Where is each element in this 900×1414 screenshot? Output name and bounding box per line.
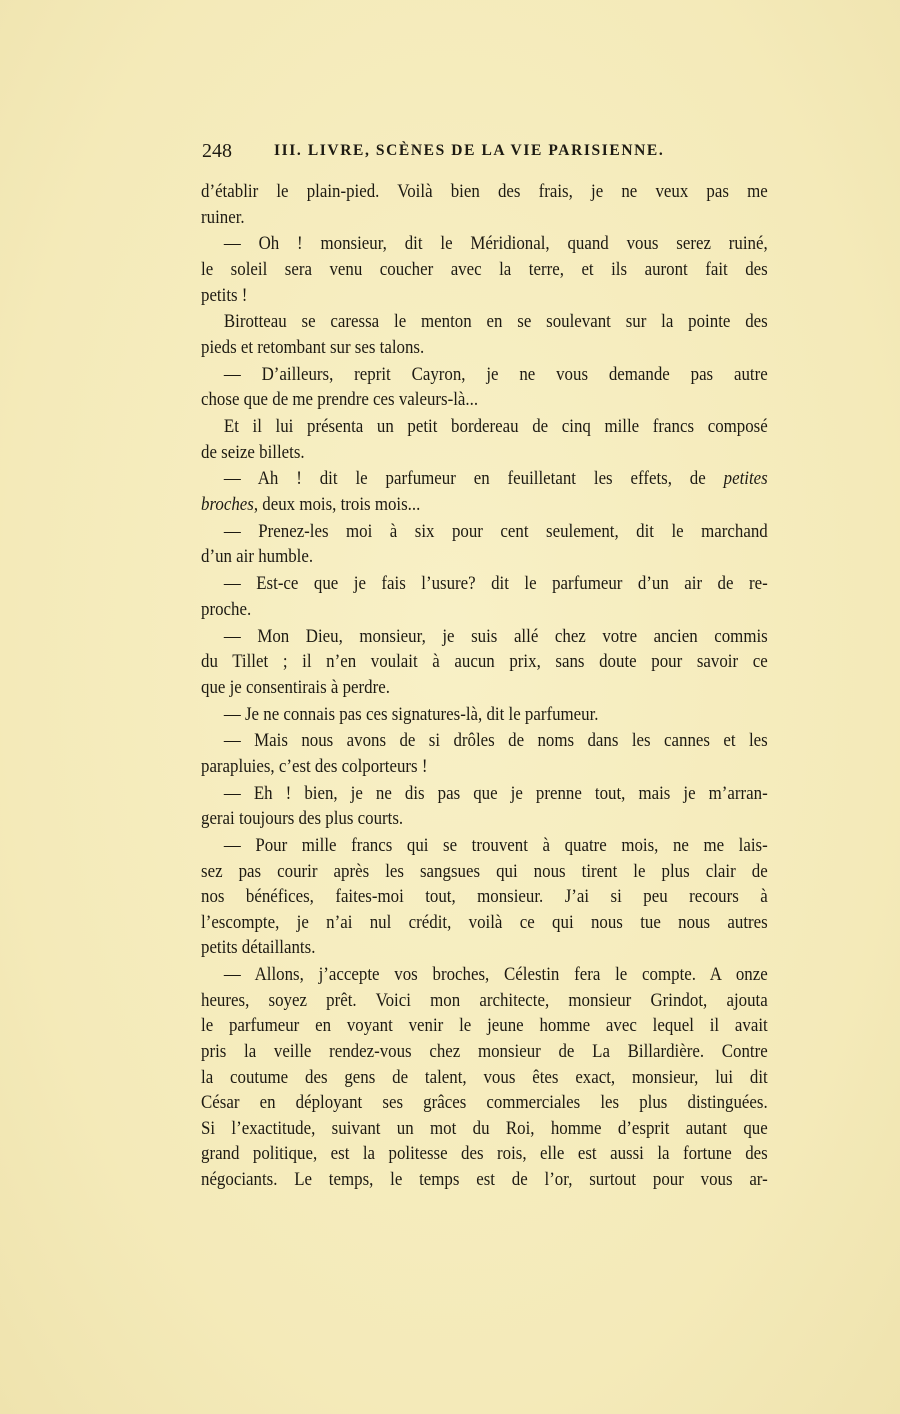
text-line: le parfumeur en voyant venir le jeune homme avec lequel il avait <box>201 1015 768 1037</box>
text-line: petits ! <box>201 284 248 306</box>
text-line: heures, soyez prêt. Voici mon architecte, monsieur Grindot, ajouta <box>201 989 768 1011</box>
text-line: — Prenez-les moi à six pour cent seulement, dit le marchand <box>223 520 768 542</box>
text-line: — Mais nous avons de si drôles de noms dans les cannes et les <box>223 730 768 752</box>
paragraph <box>201 962 768 1192</box>
text-line: de seize billets. <box>201 441 305 463</box>
text-line: que je consentirais à perdre. <box>201 676 390 698</box>
paragraph <box>201 466 768 517</box>
text-line: petits détaillants. <box>201 937 316 959</box>
text-line: César en déployant ses grâces commerciales les plus distinguées. <box>201 1092 768 1114</box>
text-line: d’un air humble. <box>201 546 314 568</box>
text-line: l’escompte, je n’ai nul crédit, voilà ce qui nous tue nous autres <box>201 911 768 933</box>
text-line: parapluies, c’est des colporteurs ! <box>201 755 428 777</box>
text-line: — Ah ! dit le parfumeur en feuilletant les effets, de petites <box>223 468 768 490</box>
paragraph <box>201 781 768 832</box>
paragraph <box>201 519 768 570</box>
text-line: nos bénéfices, faites-moi tout, monsieur. J’ai si peu recours à <box>201 886 768 908</box>
text-line: — Eh ! bien, je ne dis pas que je prenne tout, mais je m’arran- <box>223 782 768 804</box>
text-line: — Pour mille francs qui se trouvent à quatre mois, ne me lais- <box>223 835 768 857</box>
text-line: Si l’exactitude, suivant un mot du Roi, homme d’esprit autant que <box>201 1117 768 1139</box>
text-line: d’établir le plain-pied. Voilà bien des frais, je ne veux pas me <box>201 181 768 202</box>
text-line: proche. <box>201 598 252 620</box>
body-text <box>201 179 768 1194</box>
paragraph <box>201 702 768 728</box>
paragraph <box>201 728 768 779</box>
paragraph <box>201 362 768 413</box>
text-line: du Tillet ; il n’en voulait à aucun prix, sans doute pour savoir ce <box>201 651 768 673</box>
text-line: négociants. Le temps, le temps est de l’or, surtout pour vous ar- <box>201 1169 768 1190</box>
text-line: — Je ne connais pas ces signatures-là, dit le parfumeur. <box>223 703 599 725</box>
text-line: Birotteau se caressa le menton en se soulevant sur la pointe des <box>223 311 768 333</box>
text-line: pris la veille rendez-vous chez monsieur de La Billardière. Contre <box>201 1041 768 1063</box>
text-line: sez pas courir après les sangsues qui nous tirent le plus clair de <box>201 860 768 882</box>
paragraph <box>201 179 768 230</box>
text-line: — Est-ce que je fais l’usure? dit le parfumeur d’un air de re- <box>223 573 768 595</box>
text-line: gerai toujours des plus courts. <box>201 808 404 830</box>
paragraph <box>201 571 768 622</box>
paragraph <box>201 833 768 961</box>
paragraph <box>201 414 768 465</box>
page-header <box>200 140 770 166</box>
text-line: ruiner. <box>201 206 245 228</box>
text-line: — Allons, j’accepte vos broches, Célestin fera le compte. A onze <box>223 964 768 986</box>
paragraph <box>201 309 768 360</box>
text-line: — Oh ! monsieur, dit le Méridional, quand vous serez ruiné, <box>223 233 768 255</box>
text-line: — Mon Dieu, monsieur, je suis allé chez votre ancien commis <box>223 625 768 647</box>
paragraph <box>201 231 768 308</box>
running-title: III. LIVRE, SCÈNES DE LA VIE PARISIENNE. <box>274 142 665 159</box>
page-number: 248 <box>202 140 232 162</box>
text-line: la coutume des gens de talent, vous êtes exact, monsieur, lui dit <box>201 1066 768 1088</box>
text-line: le soleil sera venu coucher avec la terre, et ils auront fait des <box>201 258 768 280</box>
text-line: Et il lui présenta un petit bordereau de cinq mille francs composé <box>223 416 768 438</box>
text-line: pieds et retombant sur ses talons. <box>201 336 425 358</box>
text-line: grand politique, est la politesse des rois, elle est aussi la fortune des <box>201 1143 768 1165</box>
text-line: chose que de me prendre ces valeurs-là... <box>201 389 479 411</box>
paragraph <box>201 624 768 701</box>
text-line: broches, deux mois, trois mois... <box>201 494 421 516</box>
text-line: — D’ailleurs, reprit Cayron, je ne vous demande pas autre <box>223 363 768 385</box>
